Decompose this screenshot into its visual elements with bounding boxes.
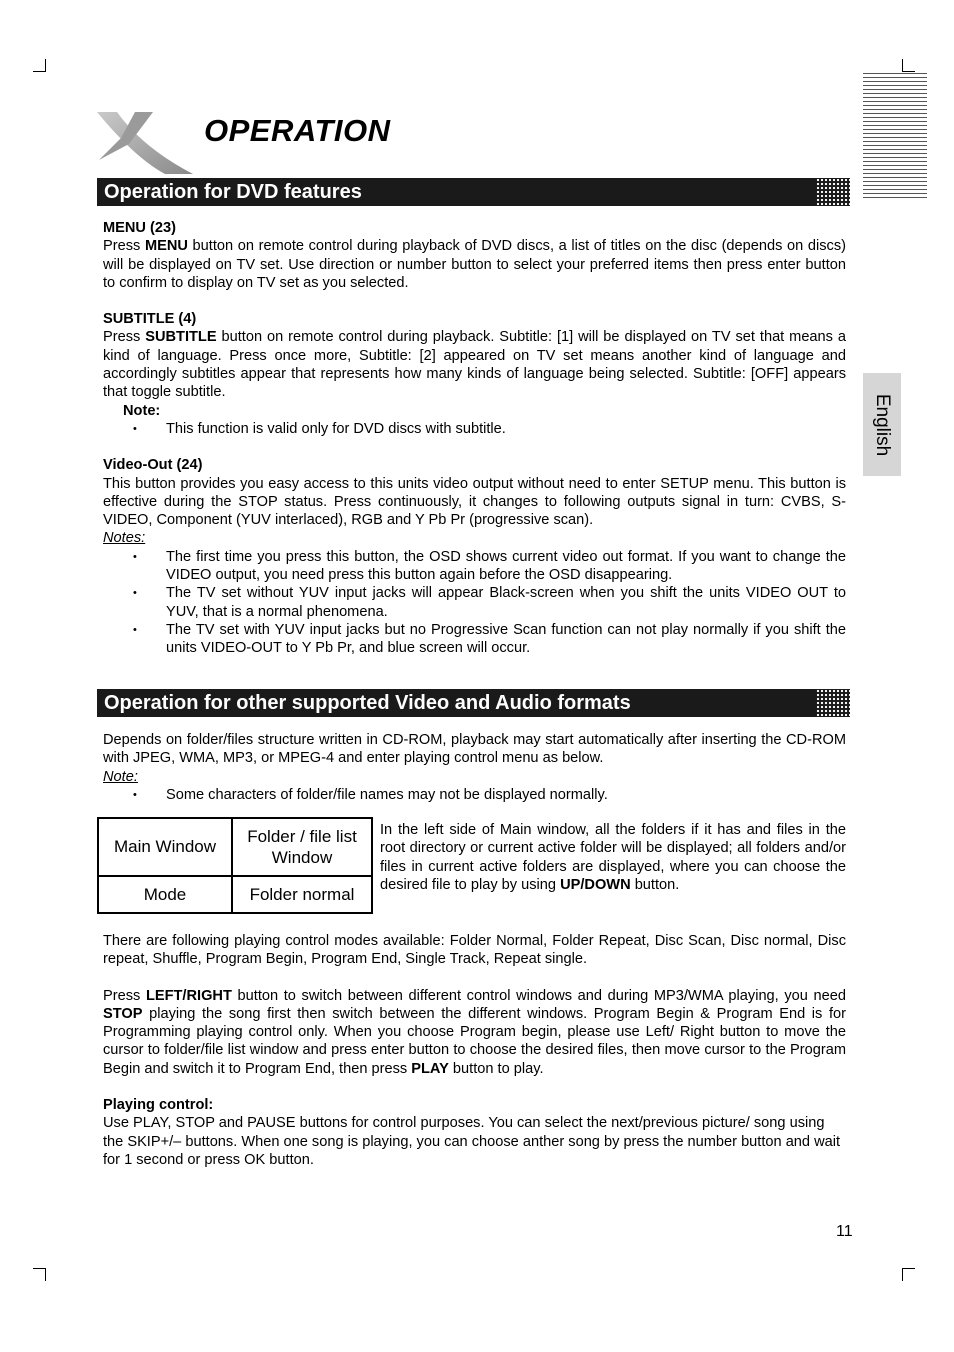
- table-cell: Folder / file list Window: [232, 818, 372, 876]
- window-mode-table: [97, 817, 373, 914]
- crop-mark-top-right: [902, 59, 915, 72]
- list-item: • The TV set without YUV input jacks will appear Black-screen when you shift the units VIDEO OUT to YUV, that is a normal phenomena.: [103, 584, 846, 621]
- section-header-formats: [97, 689, 850, 717]
- section-title-formats: Operation for other supported Video and Audio formats: [104, 692, 631, 714]
- subtitle-paragraph: [103, 328, 846, 401]
- text-run: In the left side of Main window, all the folders if it has and files in the root directory or current active folder will be displayed; all folders and/or files in current active folders are displayed, where you can choose the desired file to play by using: [380, 822, 846, 893]
- text-run: playing the song first then switch between the different windows. Program Begin & Program End is for Programming playing control only. When you choose Program begin, please use Left/ Right button to move the cursor to folder/file list window and press enter button to choose the desired files, then move cursor to the Program Begin and switch it to Program End, then press: [103, 1005, 846, 1077]
- list-item: • The TV set with YUV input jacks but no Progressive Scan function can not play normally if you shift the units VIDEO-OUT to Y Pb Pr, and blue screen will occur.: [103, 621, 846, 658]
- formats-intro: [103, 731, 846, 804]
- text-run: button on remote control during playback of DVD discs, a list of titles on the disc (depends on discs) will be displayed on TV set. Use direction or number button to select your preferred items then press enter button to confirm to display on TV set as you selected.: [103, 238, 847, 291]
- formats-notes-list: [103, 786, 846, 804]
- bold-term: UP/DOWN: [560, 876, 631, 893]
- crop-mark-bottom-left: [33, 1268, 46, 1281]
- language-tab-label: English: [872, 393, 893, 456]
- list-item: • The first time you press this button, the OSD shows current video out format. If you want to change the VIDEO output, you need press this button again before the OSD disappearing.: [103, 548, 846, 585]
- section-header-dvd: [97, 178, 850, 206]
- bold-term: LEFT/RIGHT: [145, 987, 232, 1004]
- text-run: button to switch between different control windows and during MP3/WMA playing, you need: [231, 987, 846, 1004]
- crop-mark-top-left: [33, 59, 46, 72]
- text-run: button on remote control during playback. Subtitle: [1] will be displayed on TV set that means a kind of language. Press once more, Subtitle: [2] appeared on TV set means another kind of language and accordingly subtitles appear that represents how many kinds of language being selected. Subtitle: [OFF] appears that toggle subtitle.: [103, 329, 847, 401]
- dot-pattern-decoration: [816, 689, 850, 717]
- language-tab: [863, 373, 901, 476]
- text-run: button to play.: [448, 1060, 544, 1077]
- notes-label: Notes:: [103, 530, 146, 547]
- bold-term: STOP: [103, 1005, 143, 1022]
- subtitle-notes-list: [103, 420, 846, 438]
- page-title: OPERATION: [204, 113, 391, 148]
- video-out-notes-list: [103, 548, 846, 658]
- text-run: button.: [630, 876, 680, 893]
- bold-term: SUBTITLE: [145, 329, 217, 346]
- table-cell: Folder normal: [232, 876, 372, 913]
- table-cell: Mode: [98, 876, 232, 913]
- main-window-description: [380, 821, 846, 894]
- section-title-dvd: Operation for DVD features: [104, 181, 362, 203]
- video-out-heading: Video-Out (24): [103, 457, 203, 474]
- subtitle-heading: SUBTITLE (4): [103, 311, 197, 328]
- page-number: 11: [836, 1223, 853, 1240]
- playing-control-paragraph: Use PLAY, STOP and PAUSE buttons for control purposes. You can select the next/previous picture/ song using the SKIP+/– buttons. When one song is playing, you can choose anther song by press the number button and wait for 1 second or press OK button.: [103, 1115, 841, 1168]
- modes-paragraph: There are following playing control modes available: Folder Normal, Folder Repeat, Disc Scan, Disc normal, Disc repeat, Shuffle, Program Begin, Program End, Single Track, Repeat single.: [103, 933, 846, 968]
- video-out-paragraph: This button provides you easy access to this units video output without need to enter SETUP menu. This button is effective during the STOP status. Press continuously, it changes to following outputs signal in turn: CVBS, S-VIDEO, Component (YUV interlaced), RGB and Y Pb Pr (progressive scan).: [103, 475, 846, 529]
- dot-pattern-decoration: [816, 178, 850, 206]
- left-right-paragraph: [103, 987, 846, 1078]
- text-run: Press: [103, 987, 146, 1004]
- dvd-features-content: [103, 219, 846, 658]
- brand-x-logo: [95, 108, 195, 178]
- bold-term: PLAY: [411, 1060, 449, 1077]
- text-run: Press: [103, 329, 146, 346]
- menu-paragraph: [103, 237, 846, 292]
- playing-control-heading: Playing control:: [103, 1097, 214, 1114]
- crop-mark-bottom-right: [902, 1268, 915, 1281]
- note-label: Note:: [103, 768, 138, 785]
- note-label: Note:: [123, 402, 161, 419]
- table-cell: Main Window: [98, 818, 232, 876]
- bold-term: MENU: [144, 238, 188, 255]
- menu-heading: MENU (23): [103, 220, 176, 236]
- decorative-stripes: [863, 73, 927, 199]
- list-item: • This function is valid only for DVD discs with subtitle.: [103, 420, 846, 438]
- text-run: Press: [103, 238, 145, 255]
- list-item: • Some characters of folder/file names may not be displayed normally.: [103, 786, 846, 804]
- formats-intro-paragraph: Depends on folder/files structure written in CD-ROM, playback may start automatically after inserting the CD-ROM with JPEG, WMA, MP3, or MPEG-4 and enter playing control menu as below.: [103, 732, 846, 767]
- formats-details: [103, 932, 846, 1169]
